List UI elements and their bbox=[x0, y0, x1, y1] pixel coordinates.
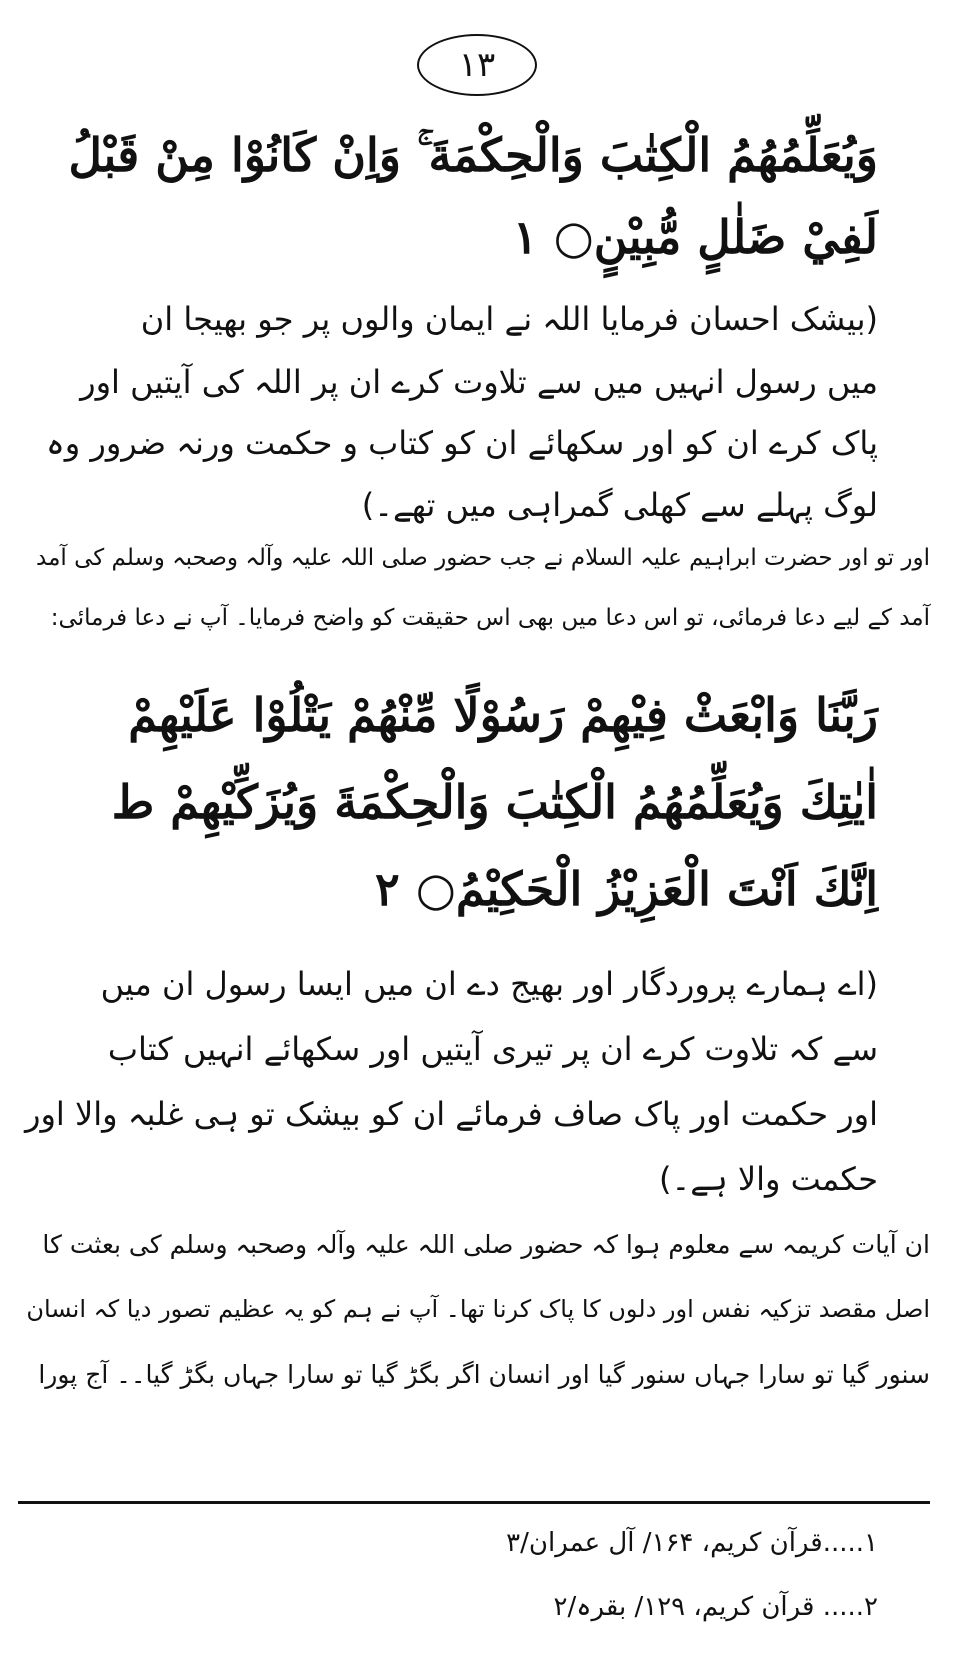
verse-line: اٰيٰتِكَ وَيُعَلِّمُهُمُ الْكِتٰبَ وَالْحِكْمَةَ وَيُزَكِّيْهِمْ ط bbox=[111, 775, 878, 829]
translation-line: حکمت والا ہے۔) bbox=[658, 1160, 878, 1198]
footnote-divider bbox=[18, 1501, 930, 1504]
footnote: ۲..... قرآن کریم، ۱۲۹/ بقرہ/۲ bbox=[553, 1592, 878, 1622]
translation-line: سے کہ تلاوت کرے ان پر تیری آیتیں اور سکھائے انہیں کتاب bbox=[107, 1030, 878, 1068]
verse-line: اِنَّكَ اَنْتَ الْعَزِيْزُ الْحَكِيْمُ○ ۲ bbox=[375, 862, 878, 916]
paragraph-line: آمد کے لیے دعا فرمائی، تو اس دعا میں بھی اس حقیقت کو واضح فرمایا۔ آپ نے دعا فرمائی: bbox=[50, 605, 930, 631]
page-number: ۱۳ bbox=[417, 34, 537, 96]
translation-line: (بیشک احسان فرمایا اللہ نے ایمان والوں پر جو بھیجا ان bbox=[140, 300, 878, 338]
verse-line: لَفِيْ ضَلٰلٍ مُّبِيْنٍ○ ۱ bbox=[512, 210, 878, 264]
paragraph-line: اصل مقصد تزکیہ نفس اور دلوں کا پاک کرنا تھا۔ آپ نے ہم کو یہ عظیم تصور دیا کہ انسان bbox=[26, 1295, 930, 1323]
translation-line: اور حکمت اور پاک صاف فرمائے ان کو بیشک تو ہی غلبہ والا اور bbox=[25, 1095, 878, 1133]
verse-line: رَبَّنَا وَابْعَثْ فِيْهِمْ رَسُوْلًا مِّنْهُمْ يَتْلُوْا عَلَيْهِمْ bbox=[128, 688, 878, 742]
translation-line: میں رسول انہیں میں سے تلاوت کرے ان پر اللہ کی آیتیں اور bbox=[80, 363, 878, 401]
verse-line: وَيُعَلِّمُهُمُ الْكِتٰبَ وَالْحِكْمَةَ ۚ وَاِنْ كَانُوْا مِنْ قَبْلُ bbox=[68, 128, 878, 182]
paragraph-line: سنور گیا تو سارا جہاں سنور گیا اور انسان اگر بگڑ گیا تو سارا جہاں بگڑ گیا۔۔ آج پورا bbox=[38, 1360, 930, 1389]
paragraph-line: اور تو اور حضرت ابراہیم علیہ السلام نے جب حضور صلی اللہ علیہ وآلہ وصحبہ وسلم کی آمد bbox=[36, 545, 930, 571]
translation-line: پاک کرے ان کو اور سکھائے ان کو کتاب و حکمت ورنہ ضرور وہ bbox=[45, 424, 878, 462]
translation-line: لوگ پہلے سے کھلی گمراہی میں تھے۔) bbox=[361, 486, 878, 524]
footnote: ۱.....قرآن کریم، ۱۶۴/ آل عمران/۳ bbox=[506, 1528, 878, 1558]
paragraph-line: ان آیات کریمہ سے معلوم ہوا کہ حضور صلی اللہ علیہ وآلہ وصحبہ وسلم کی بعثت کا bbox=[42, 1230, 930, 1259]
translation-line: (اے ہمارے پروردگار اور بھیج دے ان میں ایسا رسول ان میں bbox=[100, 965, 878, 1003]
